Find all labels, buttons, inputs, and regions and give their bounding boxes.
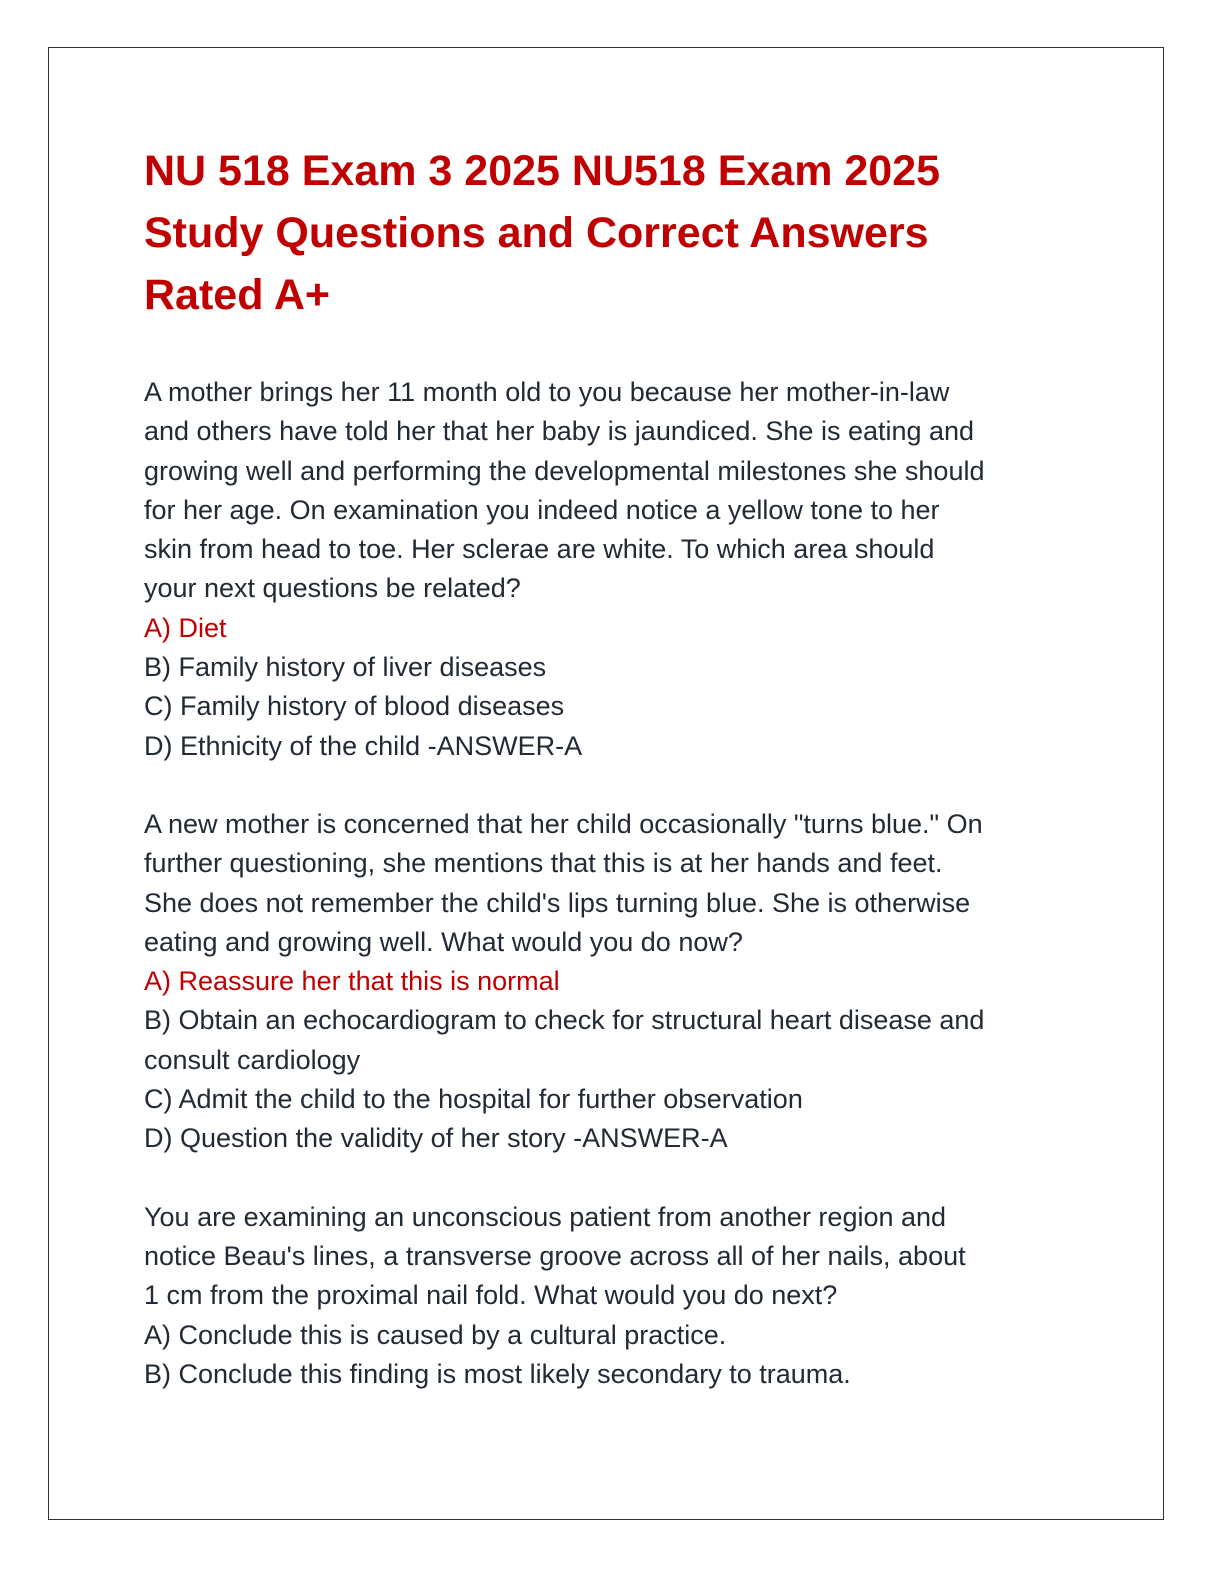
question-2 <box>144 805 1084 1159</box>
question-stem-line: notice Beau's lines, a transverse groove across all of her nails, about <box>144 1240 966 1271</box>
question-list <box>144 373 1084 1394</box>
question-stem-line: growing well and performing the developmental milestones she should <box>144 455 985 486</box>
answer-option-continuation: consult cardiology <box>144 1044 361 1075</box>
title-line: NU 518 Exam 3 2025 NU518 Exam 2025 <box>144 147 941 195</box>
question-1 <box>144 373 1084 766</box>
question-stem-line: for her age. On examination you indeed notice a yellow tone to her <box>144 494 940 525</box>
question-stem-line: and others have told her that her baby is jaundiced. She is eating and <box>144 416 975 447</box>
question-stem-line: skin from head to toe. Her sclerae are white. To which area should <box>144 534 935 565</box>
question-stem-line: eating and growing well. What would you do now? <box>144 926 743 957</box>
answer-option-correct: A) Diet <box>144 612 227 643</box>
title-line: Rated A+ <box>144 271 330 319</box>
question-stem-line: She does not remember the child's lips turning blue. She is otherwise <box>144 887 971 918</box>
question-stem-line: 1 cm from the proximal nail fold. What would you do next? <box>144 1280 838 1311</box>
answer-option: C) Family history of blood diseases <box>144 691 565 722</box>
document-title <box>144 140 1084 326</box>
question-stem-line: A mother brings her 11 month old to you because her mother-in-law <box>144 377 950 407</box>
question-stem-line: your next questions be related? <box>144 573 521 604</box>
answer-option: B) Family history of liver diseases <box>144 652 547 683</box>
answer-option: D) Ethnicity of the child -ANSWER-A <box>144 730 583 761</box>
answer-option: B) Obtain an echocardiogram to check for structural heart disease and <box>144 1005 985 1036</box>
answer-option-correct: A) Reassure her that this is normal <box>144 966 560 997</box>
question-stem-line: A new mother is concerned that her child occasionally "turns blue." On <box>144 808 983 839</box>
answer-option: B) Conclude this finding is most likely secondary to trauma. <box>144 1358 851 1389</box>
question-3 <box>144 1198 1084 1394</box>
question-stem-line: You are examining an unconscious patient from another region and <box>144 1201 947 1232</box>
answer-option: A) Conclude this is caused by a cultural practice. <box>144 1319 727 1350</box>
answer-option: C) Admit the child to the hospital for further observation <box>144 1084 803 1115</box>
title-line: Study Questions and Correct Answers <box>144 209 929 257</box>
question-stem-line: further questioning, she mentions that this is at her hands and feet. <box>144 848 943 879</box>
answer-option: D) Question the validity of her story -ANSWER-A <box>144 1123 728 1154</box>
document-content <box>144 140 1084 1433</box>
